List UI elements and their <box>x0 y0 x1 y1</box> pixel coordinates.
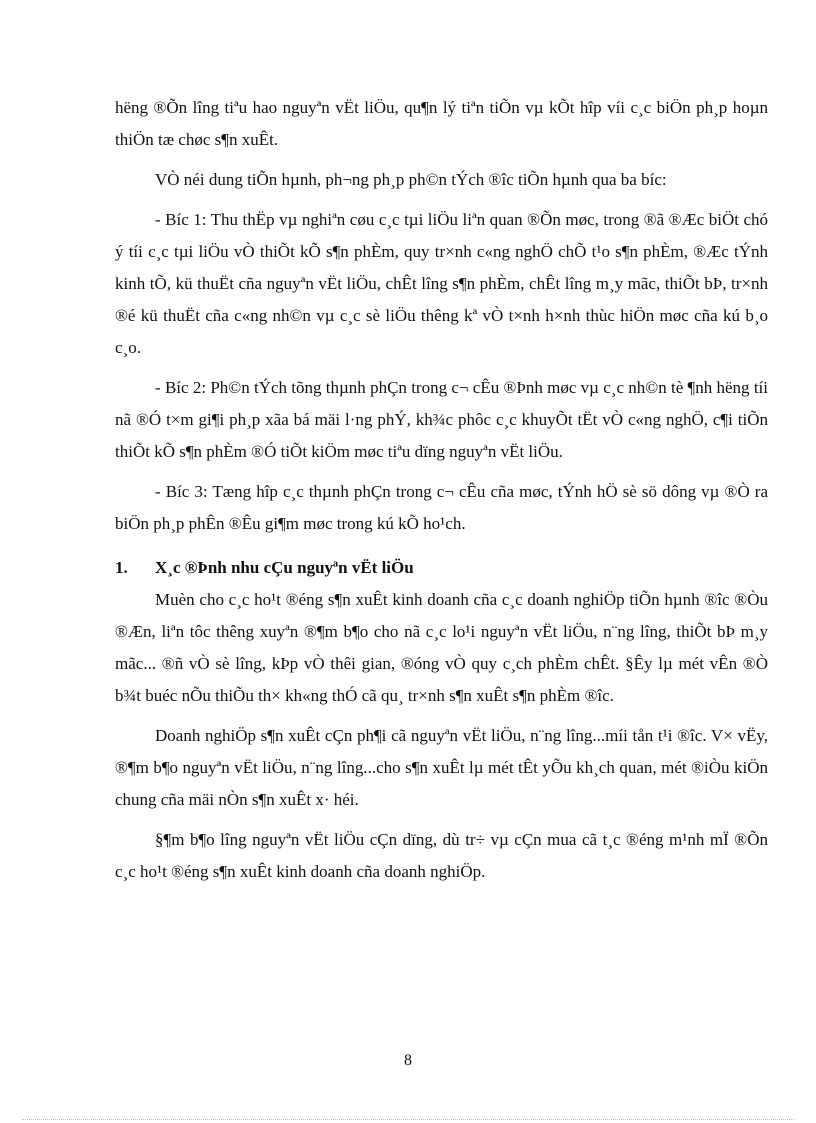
page-bottom-divider <box>22 1119 794 1120</box>
section-heading <box>115 552 768 584</box>
paragraph: §¶m b¶o lîng nguyªn vËt liÖu cÇn dïng, dù tr÷ vµ cÇn mua cã t¸c ®éng m¹nh mÏ ®Õn c¸c ho¹t ®éng s¶n xuÊt kinh doanh cña doanh nghiÖp. <box>115 830 768 881</box>
section-number: 1. <box>115 558 128 577</box>
step-1-paragraph: - Bíc 1: Thu thËp vµ nghiªn cøu c¸c tµi liÖu liªn quan ®Õn møc, trong ®ã ®Æc biÖt chó ý tíi c¸c tµi liÖu vÒ thiÕt kÕ s¶n phÈm, quy tr×nh c«ng nghÖ chÕ t¹o s¶n phÈm, ®Æc tÝnh kinh tÕ, kü thuËt cña nguyªn vËt liÖu, chÊt lîng s¶n phÈm, chÊt lîng m¸y mãc, thiÕt bÞ, tr×nh ®é kü thuËt cña c«ng nh©n vµ c¸c sè liÖu thêng kª vÒ t×nh h×nh thùc hiÖn møc cña kú b¸o c¸o. <box>115 210 768 357</box>
paragraph: Doanh nghiÖp s¶n xuÊt cÇn ph¶i cã nguyªn vËt liÖu, n¨ng lîng...míi tån t¹i ®îc. V× vËy, ®¶m b¶o nguyªn vËt liÖu, n¨ng lîng...cho s¶n xuÊt lµ mét tÊt yÕu kh¸ch quan, mét ®iÒu kiÖn chung cña mäi nÒn s¶n xuÊt x· héi. <box>115 726 768 809</box>
paragraph: VÒ néi dung tiÕn hµnh, ph¬ng ph¸p ph©n tÝch ®îc tiÕn hµnh qua ba bíc: <box>155 170 667 189</box>
paragraph: hëng ®Õn lîng tiªu hao nguyªn vËt liÖu, qu¶n lý tiªn tiÕn vµ kÕt hîp víi c¸c biÖn ph¸p hoµn thiÖn tæ chøc s¶n xuÊt. <box>115 98 768 149</box>
paragraph: Muèn cho c¸c ho¹t ®éng s¶n xuÊt kinh doanh cña c¸c doanh nghiÖp tiÕn hµnh ®îc ®Òu ®Æn, liªn tôc thêng xuyªn ®¶m b¶o cho nã c¸c lo¹i nguyªn vËt liÖu, n¨ng lîng, thiÕt bÞ m¸y mãc... ®ñ vÒ sè lîng, kÞp vÒ thêi gian, ®óng vÒ quy c¸ch phÈm chÊt. §Êy lµ mét vÊn ®Ò b¾t buéc nÕu thiÕu th× kh«ng thÓ cã qu¸ tr×nh s¶n xuÊt s¶n phÈm ®îc. <box>115 590 768 705</box>
step-3-paragraph: - Bíc 3: Tæng hîp c¸c thµnh phÇn trong c¬ cÊu cña møc, tÝnh hÖ sè sö dông vµ ®Ò ra biÖn ph¸p phÊn ®Êu gi¶m møc trong kú kÕ ho¹ch. <box>115 482 768 533</box>
page-number: 8 <box>404 1052 412 1069</box>
section-title: X¸c ®Þnh nhu cÇu nguyªn vËt liÖu <box>155 558 414 577</box>
page-body <box>115 92 768 896</box>
step-2-paragraph: - Bíc 2: Ph©n tÝch tõng thµnh phÇn trong c¬ cÊu ®Þnh møc vµ c¸c nh©n tè ¶nh hëng tíi nã ®Ó t×m gi¶i ph¸p xãa bá mäi l·ng phÝ, kh¾c phôc c¸c khuyÕt tËt vÒ c«ng nghÖ, c¶i tiÕn thiÕt kÕ s¶n phÈm ®Ó tiÕt kiÖm møc tiªu dïng nguyªn vËt liÖu. <box>115 378 768 461</box>
